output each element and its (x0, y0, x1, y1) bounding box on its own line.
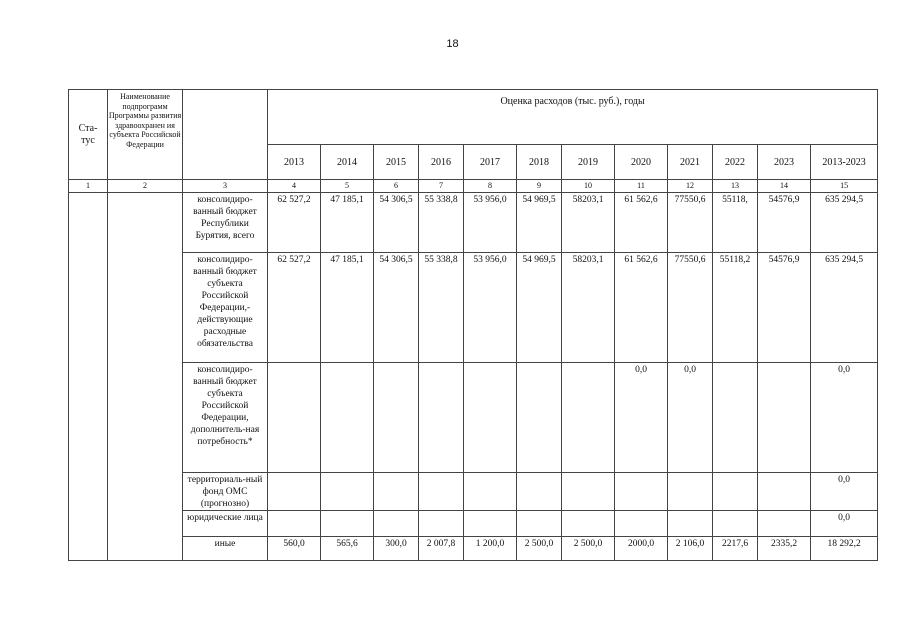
year-header: 2018 (517, 145, 562, 180)
value-cell: 55 338,8 (419, 253, 464, 363)
column-number: 12 (668, 180, 713, 193)
value-cell (321, 473, 374, 511)
column-number: 15 (811, 180, 878, 193)
column-number: 8 (464, 180, 517, 193)
table-row (69, 473, 878, 511)
value-cell: 55118, (713, 193, 758, 253)
value-cell (668, 511, 713, 537)
value-cell (517, 473, 562, 511)
page-number: 18 (446, 38, 459, 50)
funding-source-label: консолидиро-ванный бюджет Республики Бурятия, всего (183, 193, 268, 253)
value-cell: 2 106,0 (668, 537, 713, 561)
value-cell (268, 511, 321, 537)
program-name-header: Наименование подпрограмм Программы развития здравоохранен ия субъекта Российской Федерации (108, 90, 183, 180)
year-header: 2020 (615, 145, 668, 180)
funding-source-label: консолидиро-ванный бюджет субъекта Российской Федерации, дополнитель-ная потребность* (183, 363, 268, 473)
column-number: 14 (758, 180, 811, 193)
value-cell (419, 363, 464, 473)
status-cell (69, 193, 108, 561)
value-cell: 61 562,6 (615, 193, 668, 253)
value-cell: 2 500,0 (562, 537, 615, 561)
program-name-cell (108, 193, 183, 561)
value-cell (419, 473, 464, 511)
year-header: 2016 (419, 145, 464, 180)
value-cell: 635 294,5 (811, 253, 878, 363)
value-cell (713, 473, 758, 511)
value-cell: 53 956,0 (464, 253, 517, 363)
column-number: 9 (517, 180, 562, 193)
value-cell (517, 363, 562, 473)
value-cell: 2 500,0 (517, 537, 562, 561)
value-cell (668, 473, 713, 511)
value-cell: 0,0 (615, 363, 668, 473)
year-header: 2014 (321, 145, 374, 180)
column-number: 11 (615, 180, 668, 193)
column-number: 3 (183, 180, 268, 193)
table-row (69, 253, 878, 363)
year-header: 2019 (562, 145, 615, 180)
column-number: 4 (268, 180, 321, 193)
value-cell: 54 306,5 (374, 193, 419, 253)
value-cell: 54 969,5 (517, 193, 562, 253)
value-cell: 565,6 (321, 537, 374, 561)
value-cell (562, 363, 615, 473)
source-header (183, 90, 268, 180)
column-number: 1 (69, 180, 108, 193)
value-cell: 54576,9 (758, 253, 811, 363)
value-cell (713, 511, 758, 537)
value-cell (464, 363, 517, 473)
table-row (69, 193, 878, 253)
value-cell: 47 185,1 (321, 253, 374, 363)
value-cell: 77550,6 (668, 253, 713, 363)
table-row (69, 511, 878, 537)
value-cell: 0,0 (668, 363, 713, 473)
value-cell: 54 306,5 (374, 253, 419, 363)
value-cell (517, 511, 562, 537)
value-cell (268, 363, 321, 473)
year-header: 2017 (464, 145, 517, 180)
value-cell (713, 363, 758, 473)
value-cell (268, 473, 321, 511)
funding-source-label: иные (183, 537, 268, 561)
value-cell (562, 473, 615, 511)
funding-source-label: территориаль-ный фонд ОМС (прогнозно) (183, 473, 268, 511)
value-cell: 54576,9 (758, 193, 811, 253)
funding-source-label: юридические лица (183, 511, 268, 537)
value-cell: 300,0 (374, 537, 419, 561)
year-header: 2023 (758, 145, 811, 180)
value-cell: 0,0 (811, 363, 878, 473)
value-cell: 2000,0 (615, 537, 668, 561)
value-cell (615, 473, 668, 511)
value-cell (464, 473, 517, 511)
value-cell (758, 511, 811, 537)
value-cell (758, 363, 811, 473)
year-header: 2022 (713, 145, 758, 180)
table-row (69, 363, 878, 473)
column-number: 10 (562, 180, 615, 193)
value-cell (321, 363, 374, 473)
value-cell: 58203,1 (562, 253, 615, 363)
value-cell: 47 185,1 (321, 193, 374, 253)
value-cell: 2 007,8 (419, 537, 464, 561)
value-cell: 2335,2 (758, 537, 811, 561)
value-cell: 54 969,5 (517, 253, 562, 363)
value-cell: 635 294,5 (811, 193, 878, 253)
value-cell (562, 511, 615, 537)
year-header: 2013-2023 (811, 145, 878, 180)
value-cell (374, 473, 419, 511)
value-cell (321, 511, 374, 537)
year-header: 2021 (668, 145, 713, 180)
value-cell: 77550,6 (668, 193, 713, 253)
value-cell (758, 473, 811, 511)
funding-source-label: консолидиро-ванный бюджет субъекта Российской Федерации,-действующие расходные обязательства (183, 253, 268, 363)
value-cell (464, 511, 517, 537)
value-cell: 62 527,2 (268, 253, 321, 363)
year-header: 2013 (268, 145, 321, 180)
value-cell (419, 511, 464, 537)
expense-table (68, 89, 878, 561)
year-header: 2015 (374, 145, 419, 180)
column-number: 6 (374, 180, 419, 193)
column-number: 13 (713, 180, 758, 193)
column-number: 2 (108, 180, 183, 193)
value-cell (374, 363, 419, 473)
value-cell: 58203,1 (562, 193, 615, 253)
value-cell (615, 511, 668, 537)
value-cell: 62 527,2 (268, 193, 321, 253)
value-cell: 2217,6 (713, 537, 758, 561)
table-row (69, 537, 878, 561)
value-cell: 55118,2 (713, 253, 758, 363)
value-cell: 53 956,0 (464, 193, 517, 253)
column-number: 5 (321, 180, 374, 193)
value-cell: 18 292,2 (811, 537, 878, 561)
header-row (69, 90, 878, 145)
status-header: Ста- тус (69, 90, 108, 180)
value-cell: 1 200,0 (464, 537, 517, 561)
value-cell (374, 511, 419, 537)
value-cell: 560,0 (268, 537, 321, 561)
value-cell: 0,0 (811, 511, 878, 537)
expense-estimate-header: Оценка расходов (тыс. руб.), годы (268, 90, 878, 145)
column-number: 7 (419, 180, 464, 193)
value-cell: 55 338,8 (419, 193, 464, 253)
column-numbers-row (69, 180, 878, 193)
value-cell: 61 562,6 (615, 253, 668, 363)
value-cell: 0,0 (811, 473, 878, 511)
